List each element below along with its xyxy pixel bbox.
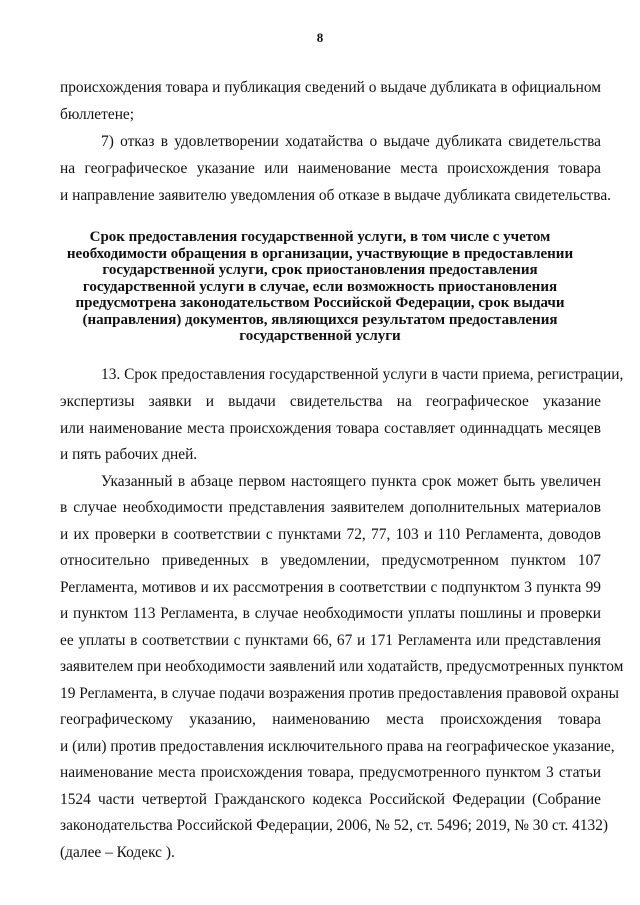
text-line: относительно приведенных в уведомлении, предусмотренном пунктом 107 [60, 552, 601, 569]
text-line: 13. Срок предоставления государственной услуги в части приема, регистрации, [101, 366, 624, 383]
heading-line: государственной услуги, срок приостановления предоставления [102, 262, 538, 278]
text-line: Регламента, мотивов и их рассмотрения в соответствии с подпунктом 3 пункта 99 [60, 579, 601, 596]
section-heading [60, 229, 580, 345]
text-line: происхождения товара и публикация сведений о выдаче дубликата в официальном [60, 79, 601, 96]
text-line: на географическое указание или наименование места происхождения товара [60, 160, 601, 177]
text-line: и пунктом 113 Регламента, в случае необходимости уплаты пошлины и проверки [60, 605, 601, 622]
heading-line: Срок предоставления государственной услуги, в том числе с учетом [89, 229, 551, 245]
text-line: 19 Регламента, в случае подачи возражения против предоставления правовой охраны [60, 685, 619, 702]
heading-line: (направления) документов, являющихся результатом предоставления [82, 311, 558, 328]
heading-line: государственной услуги [239, 328, 401, 344]
text-line: бюллетене; [60, 106, 135, 123]
text-line: (далее – Кодекс ). [60, 844, 175, 861]
text-line: экспертизы заявки и выдачи свидетельства на географическое указание [60, 393, 601, 410]
text-line: географическому указанию, наименованию места происхождения товара [60, 711, 601, 728]
text-line: 7) отказ в удовлетворении ходатайства о выдаче дубликата свидетельства [101, 133, 601, 150]
text-line: законодательства Российской Федерации, 2006, № 52, ст. 5496; 2019, № 30 ст. 4132) [60, 817, 609, 834]
text-line: наименование места происхождения товара, предусмотренного пунктом 3 статьи [60, 764, 601, 781]
text-line: ее уплаты в соответствии с пунктами 66, 67 и 171 Регламента или представления [60, 632, 601, 649]
heading-line: необходимости обращения в организации, участвующие в предоставлении [66, 245, 574, 262]
page-number: 8 [316, 30, 324, 45]
text-line: и пять рабочих дней. [60, 446, 198, 463]
heading-line: предусмотрена законодательством Российской Федерации, срок выдачи [75, 295, 565, 311]
text-line: 1524 части четвертой Гражданского кодекса Российской Федерации (Собрание [60, 791, 601, 808]
text-line: и направление заявителю уведомления об отказе в выдаче дубликата свидетельства. [60, 187, 612, 204]
text-line: заявителем при необходимости заявлений или ходатайств, предусмотренных пунктом [60, 658, 624, 675]
text-line: и (или) против предоставления исключительного права на географическое указание, [60, 738, 615, 755]
text-line: в случае необходимости представления заявителем дополнительных материалов [60, 499, 601, 516]
text-line: или наименование места происхождения товара составляет одиннадцать месяцев [60, 420, 601, 437]
heading-line: государственной услуги в случае, если возможность приостановления [82, 278, 558, 295]
text-line: и их проверки в соответствии с пунктами 72, 77, 103 и 110 Регламента, доводов [60, 526, 601, 543]
text-line: Указанный в абзаце первом настоящего пункта срок может быть увеличен [101, 473, 601, 490]
